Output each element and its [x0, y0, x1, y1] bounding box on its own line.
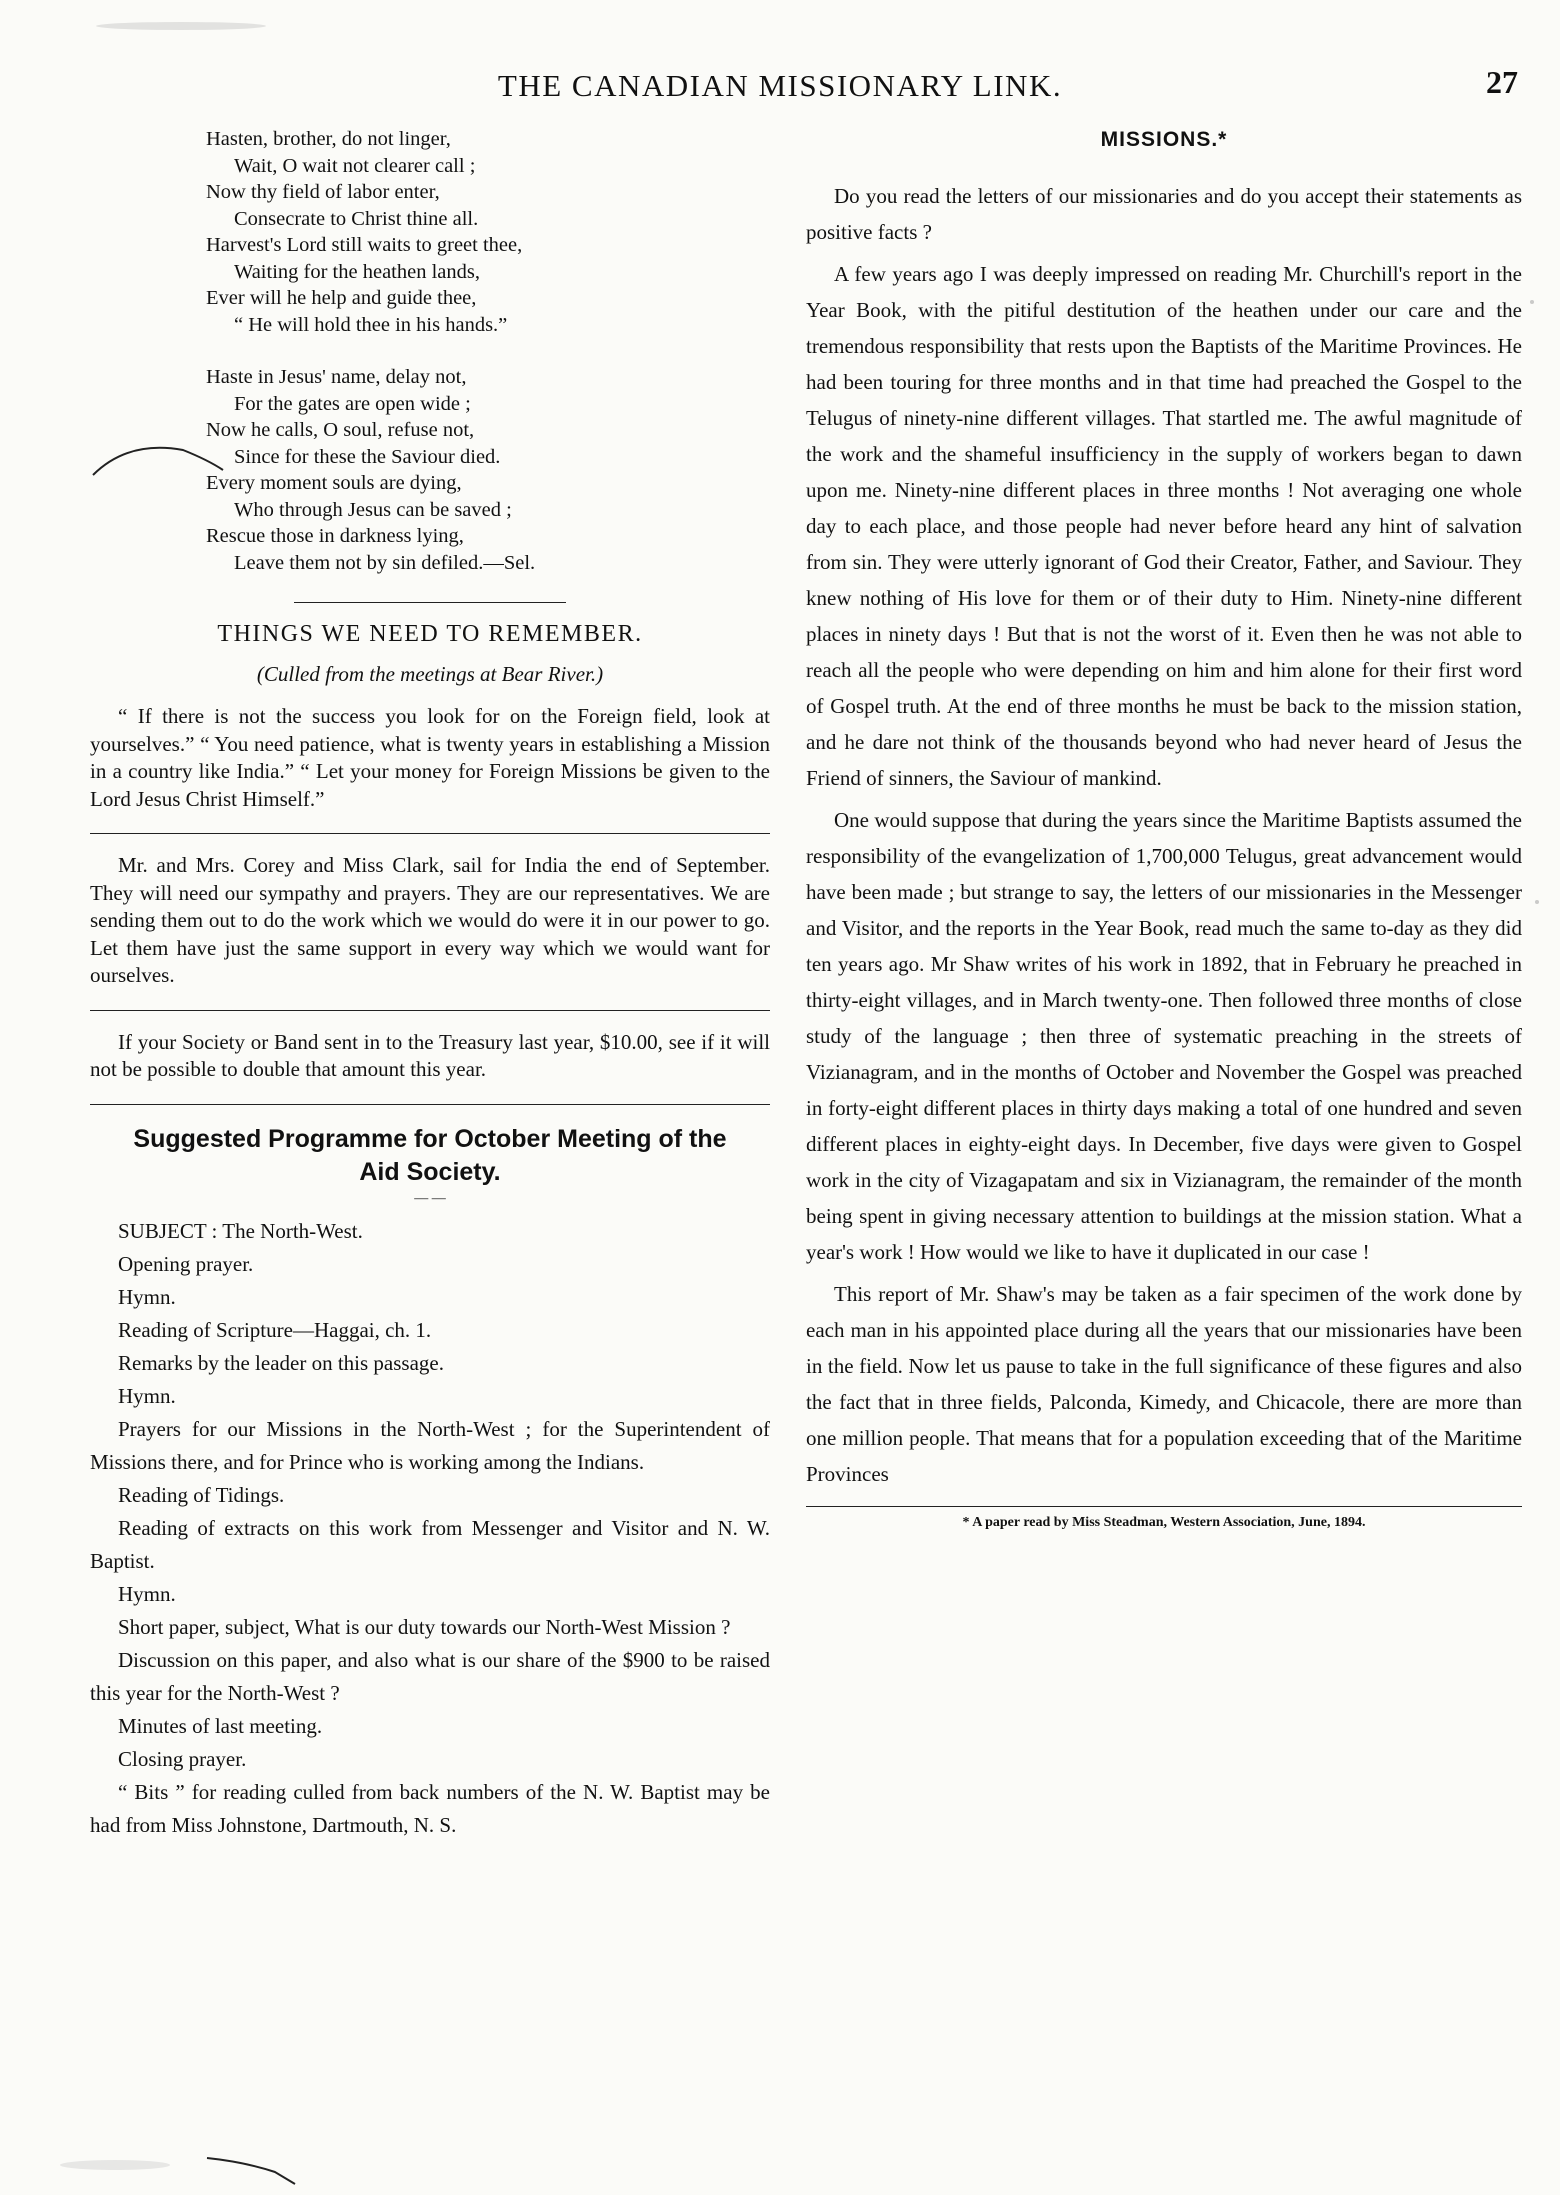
programme-item: Remarks by the leader on this passage.	[118, 1350, 444, 1375]
missions-paragraph: A few years ago I was deeply impressed on reading Mr. Churchill's report in the Year Book, with the pitiful destitution of the heathen under our care and the tremendous responsibility that rests upon the Baptists of the Maritime Provinces. He had been touring for three months and in that time had preached the Gospel to the Telugus of ninety-nine different villages. That startled me. The awful magnitude of the work and the shameful insufficiency in the supply of workers began to dawn upon me. Ninety-nine different places in three months ! Not averaging one whole day to each place, and those people had never before heard any hint of salvation from sin. They were utterly ignorant of God their Creator, Father, and Saviour. They knew nothing of His love for them or of their duty to Him. Ninety-nine different places in ninety days ! But that is not the worst of it. Even then he was not able to reach all the people who were depending on him and him alone for their first word of Gospel truth. At the end of three months he must be back to the mission station, and he dare not think of the thousands beyond who had never heard of Jesus the Friend of sinners, the Saviour of mankind.	[806, 262, 1522, 790]
footnote: * A paper read by Miss Steadman, Western Association, June, 1894.	[962, 1515, 1366, 1530]
programme-item: Reading of extracts on this work from Messenger and Visitor and N. W. Baptist.	[90, 1515, 770, 1573]
poem-line: Waiting for the heathen lands,	[234, 260, 480, 283]
programme-item: Minutes of last meeting.	[118, 1713, 323, 1738]
missions-paragraph: This report of Mr. Shaw's may be taken as a fair specimen of the work done by each man in his appointed place during all the years that our missionaries have been in the field. Now let us pause to take in the full significance of these figures and also the fact that in three fields, Palconda, Kimedy, and Chicacole, there are more than one million people. That means that for a population exceeding that of the Maritime Provinces	[806, 1282, 1522, 1486]
poem-line: Now he calls, O soul, refuse not,	[206, 419, 475, 441]
programme-item: SUBJECT : The North-West.	[118, 1218, 363, 1243]
poem-line: Hasten, brother, do not linger,	[206, 128, 451, 150]
page-number: 27	[1486, 64, 1518, 100]
programme-item: Hymn.	[118, 1581, 176, 1606]
things-quote: “ If there is not the success you look for on the Foreign field, look at yourselves.” “ You need patience, what is twenty years in establishing a Mission in a country like India.” “ Let your money for Foreign Missions be given to the Lord Jesus Christ Himself.”	[90, 704, 770, 811]
programme-item: Prayers for our Missions in the North-West ; for the Superintendent of Missions there, and for Prince who is working among the Indians.	[90, 1416, 770, 1474]
programme-title-line-1: Suggested Programme for October Meeting of the	[133, 1124, 727, 1153]
divider	[294, 602, 566, 603]
poem-line: Wait, O wait not clearer call ;	[234, 154, 476, 177]
programme-item: Reading of Scripture—Haggai, ch. 1.	[118, 1317, 432, 1342]
programme-title-line-2: Aid Society.	[359, 1157, 501, 1186]
poem-line: Since for these the Saviour died.	[234, 445, 501, 468]
programme-list	[90, 1215, 770, 1842]
things-subtitle: (Culled from the meetings at Bear River.)	[256, 662, 604, 686]
corey-notice: Mr. and Mrs. Corey and Miss Clark, sail for India the end of September. They will need our sympathy and prayers. They are our representatives. We are sending them out to do the work which we would do were it in our power to go. Let them have just the same support in every way which we would want for ourselves.	[90, 853, 770, 987]
poem-line: Ever will he help and guide thee,	[206, 287, 477, 309]
pen-mark	[88, 420, 228, 490]
programme-item: “ Bits ” for reading culled from back numbers of the N. W. Baptist may be had from Miss Johnstone, Dartmouth, N. S.	[90, 1779, 770, 1837]
poem-line: For the gates are open wide ;	[234, 392, 471, 415]
poem-line: “ He will hold thee in his hands.”	[234, 313, 508, 336]
poem-stanza-2	[206, 364, 770, 576]
poem-line: Harvest's Lord still waits to greet thee,	[206, 234, 523, 256]
scan-noise	[1535, 900, 1539, 904]
missions-paragraph: Do you read the letters of our missionaries and do you accept their statements as positive facts ?	[806, 184, 1522, 244]
pen-mark	[205, 2150, 305, 2190]
left-column	[90, 126, 770, 1842]
right-column	[806, 126, 1522, 1531]
short-dash: — —	[414, 1190, 446, 1206]
divider	[90, 833, 770, 834]
poem-line: Now thy field of labor enter,	[206, 181, 440, 203]
divider	[90, 1104, 770, 1105]
scan-noise	[96, 22, 266, 30]
poem-line: Rescue those in darkness lying,	[206, 525, 464, 547]
poem-stanza-1	[206, 126, 770, 338]
poem-line: Consecrate to Christ thine all.	[234, 207, 479, 230]
treasury-notice: If your Society or Band sent in to the Treasury last year, $10.00, see if it will not be possible to double that amount this year.	[90, 1029, 770, 1081]
missions-title: MISSIONS.*	[1100, 128, 1228, 151]
poem-line: Every moment souls are dying,	[206, 472, 462, 494]
poem	[206, 126, 770, 576]
programme-item: Hymn.	[118, 1383, 176, 1408]
poem-line: Leave them not by sin defiled.—Sel.	[234, 551, 536, 574]
poem-line: Haste in Jesus' name, delay not,	[206, 366, 467, 388]
scan-noise	[1530, 300, 1534, 304]
poem-line: Who through Jesus can be saved ;	[234, 498, 512, 521]
programme-item: Closing prayer.	[118, 1746, 247, 1771]
programme-item: Reading of Tidings.	[118, 1482, 285, 1507]
programme-item: Discussion on this paper, and also what is our share of the $900 to be raised this year for the North-West ?	[90, 1647, 770, 1705]
programme-title	[90, 1123, 770, 1189]
programme-item: Hymn.	[118, 1284, 176, 1309]
divider	[90, 1010, 770, 1011]
programme-item: Opening prayer.	[118, 1251, 254, 1276]
scan-noise	[60, 2160, 170, 2170]
publication-title: THE CANADIAN MISSIONARY LINK.	[497, 68, 1063, 103]
programme-item: Short paper, subject, What is our duty towards our North-West Mission ?	[118, 1614, 731, 1639]
things-title: THINGS WE NEED TO REMEMBER.	[217, 621, 643, 647]
missions-paragraph: One would suppose that during the years since the Maritime Baptists assumed the responsibility of the evangelization of 1,700,000 Telugus, great advancement would have been made ; but strange to say, the letters of our missionaries in the Messenger and Visitor, and the reports in the Year Book, read much the same to-day as they did ten years ago. Mr Shaw writes of his work in 1892, that in February he preached in thirty-eight villages, and in March twenty-one. Then followed three months of close study of the language ; then three of systematic preaching in the streets of Vizianagram, and in the months of October and November the Gospel was preached in forty-eight different places in thirty days making a total of one hundred and seven different places in eighty-eight days. In December, five days were given to Gospel work in the city of Vizagapatam and six in Vizianagram, the remainder of the month being spent in giving necessary attention to buildings at the mission station. What a year's work ! How would we like to have it duplicated in our case !	[806, 808, 1522, 1264]
page-header	[0, 62, 1560, 112]
footnote-rule	[806, 1506, 1522, 1507]
